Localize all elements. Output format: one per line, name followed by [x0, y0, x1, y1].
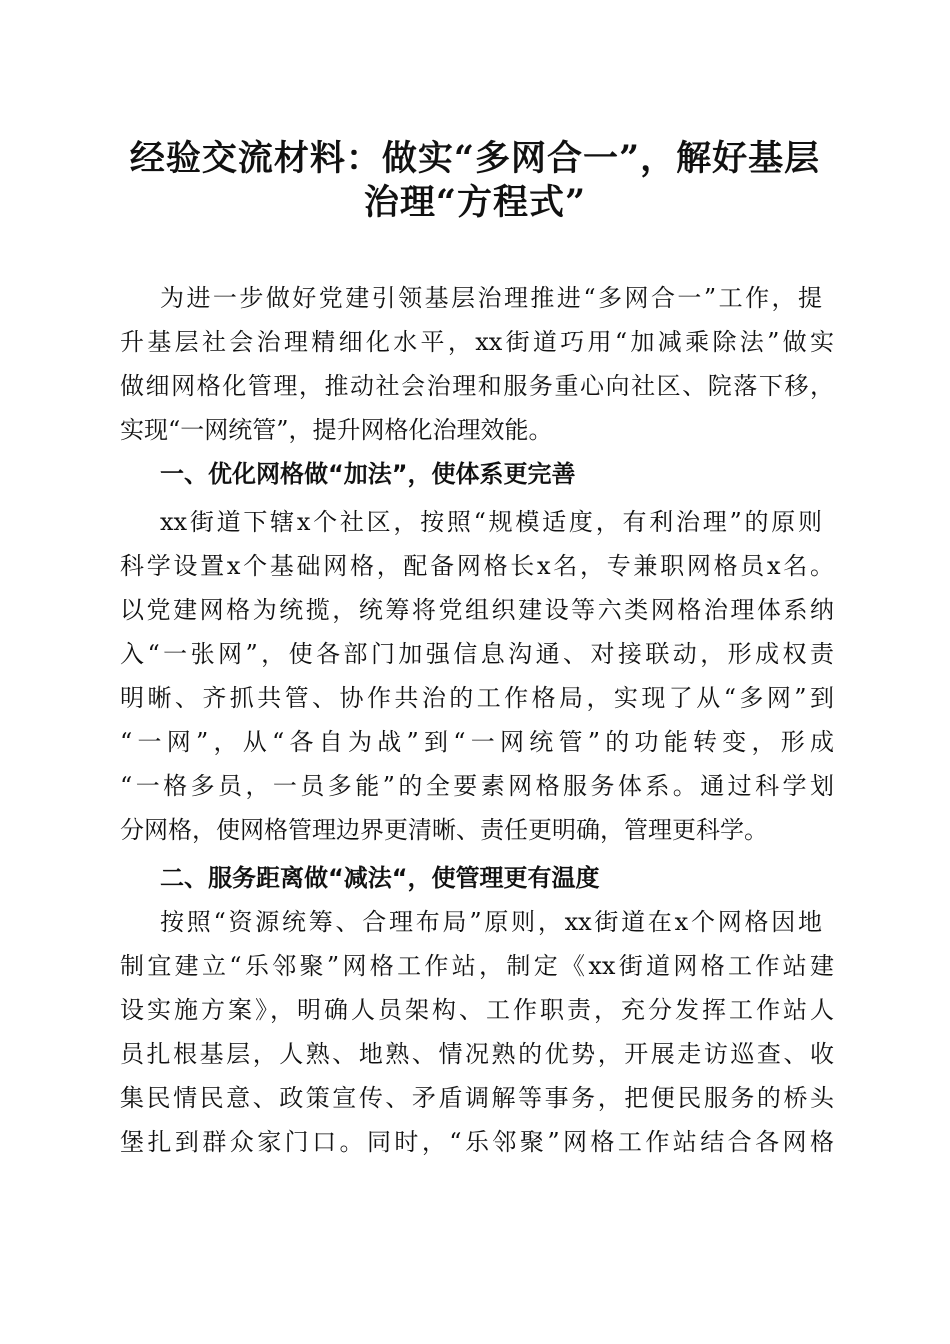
- section-heading-1: 一、优化网格做“加法”，使体系更完善: [160, 460, 576, 488]
- section2-line: 堡扎到群众家门口。同时，“乐邻聚”网格工作站结合各网格: [120, 1128, 834, 1156]
- section2-line: 制宜建立“乐邻聚”网格工作站，制定《xx街道网格工作站建: [120, 952, 834, 980]
- section1-line: 入“一张网”，使各部门加强信息沟通、对接联动，形成权责: [120, 640, 834, 668]
- section-heading-2: 二、服务距离做“减法“，使管理更有温度: [160, 864, 600, 892]
- intro-line: 为进一步做好党建引领基层治理推进“多网合一”工作，提: [160, 284, 822, 312]
- section1-line: 分网格，使网格管理边界更清晰、责任更明确，管理更科学。: [120, 816, 768, 844]
- section2-line: 按照“资源统筹、合理布局”原则，xx街道在x个网格因地: [160, 908, 822, 936]
- section2-line: 员扎根基层，人熟、地熟、情况熟的优势，开展走访巡查、收: [120, 1040, 834, 1068]
- section1-line: xx街道下辖x个社区，按照“规模适度，有利治理”的原则: [160, 508, 822, 536]
- section2-line: 集民情民意、政策宣传、矛盾调解等事务，把便民服务的桥头: [120, 1084, 834, 1112]
- document-title-line-2: 治理“方程式”: [363, 182, 587, 223]
- intro-line: 升基层社会治理精细化水平，xx街道巧用“加减乘除法”做实: [120, 328, 834, 356]
- section1-line: 明晰、齐抓共管、协作共治的工作格局，实现了从“多网”到: [120, 684, 834, 712]
- section2-line: 设实施方案》，明确人员架构、工作职责，充分发挥工作站人: [120, 996, 834, 1024]
- intro-line: 实现“一网统管”，提升网格化治理效能。: [120, 416, 553, 444]
- section1-line: 以党建网格为统揽，统筹将党组织建设等六类网格治理体系纳: [120, 596, 834, 624]
- section1-line: “一网”，从“各自为战”到“一网统管”的功能转变，形成: [120, 728, 834, 756]
- intro-line: 做细网格化管理，推动社会治理和服务重心向社区、院落下移，: [120, 372, 834, 400]
- section1-line: 科学设置x个基础网格，配备网格长x名，专兼职网格员x名。: [120, 552, 834, 580]
- document-title-line-1: 经验交流材料：做实“多网合一”，解好基层: [129, 138, 821, 179]
- section1-line: “一格多员，一员多能”的全要素网格服务体系。通过科学划: [120, 772, 834, 800]
